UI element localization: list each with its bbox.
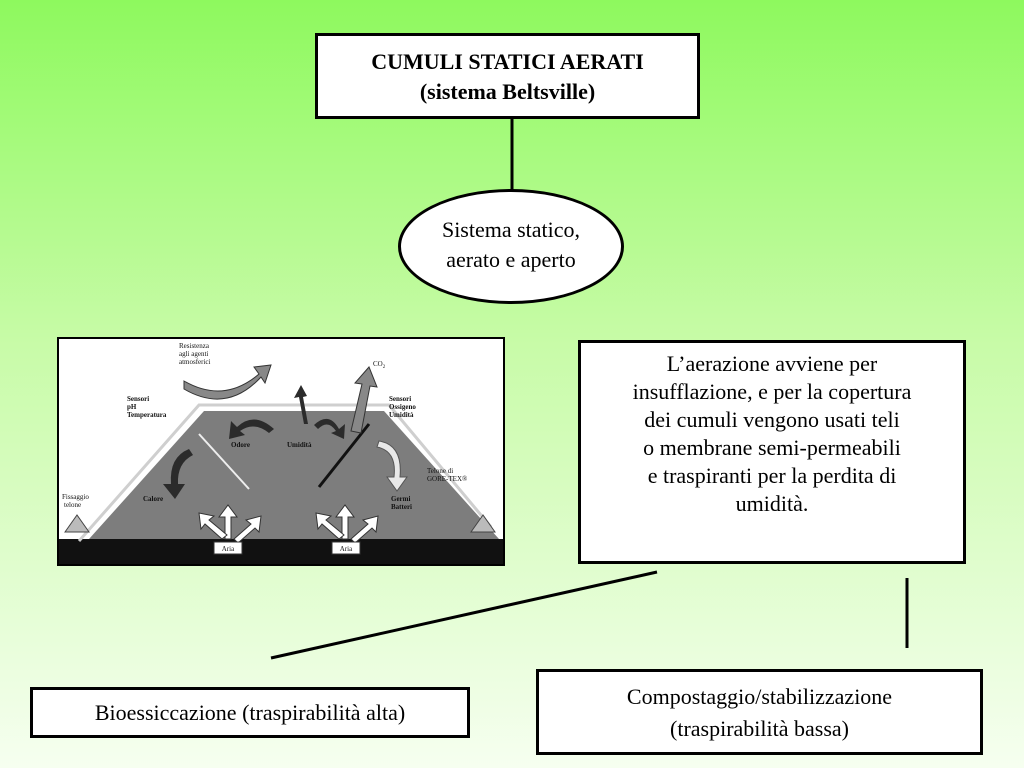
telone-label-2: GORE-TEX®	[427, 475, 468, 483]
compostaggio-line-2: (traspirabilità bassa)	[670, 716, 849, 741]
description-line-4: o membrane semi-permeabili	[643, 435, 901, 460]
title-line-1: CUMULI STATICI AERATI	[371, 49, 644, 74]
bioessiccazione-label: Bioessiccazione (traspirabilità alta)	[94, 700, 406, 725]
aria-label-left: Aria	[221, 545, 235, 553]
description-line-2: insufflazione, e per la copertura	[632, 379, 912, 404]
description-line-1: L’aerazione avviene per	[666, 351, 878, 376]
description-line-6: umidità.	[735, 491, 809, 516]
sensori-right-1: Sensori	[389, 395, 412, 403]
sensori-right-2: Ossigeno	[389, 403, 416, 411]
resistenza-line-2: agli agenti	[179, 350, 209, 358]
compostaggio-box	[536, 669, 983, 755]
germi-label-1: Germi	[391, 495, 411, 503]
oval-line-1: Sistema statico,	[441, 217, 581, 242]
resistenza-line-1: Resistenza	[179, 342, 209, 350]
ground	[59, 539, 503, 564]
fissaggio-label-2: telone	[64, 501, 82, 509]
telone-label-1: Telone di	[427, 467, 454, 475]
description-line-5: e traspiranti per la perdita di	[647, 463, 897, 488]
system-oval	[398, 189, 624, 304]
germi-label-2: Batteri	[391, 503, 412, 511]
odore-label: Odore	[231, 441, 250, 449]
calore-label: Calore	[143, 495, 164, 503]
atmosphere-arrow	[184, 365, 271, 399]
title-line-2: (sistema Beltsville)	[419, 79, 596, 104]
compost-pile-figure	[57, 337, 505, 566]
compostaggio-line-1: Compostaggio/stabilizzazione	[626, 684, 893, 709]
co2-label: $CO_2$	[373, 360, 386, 370]
sensori-left-2: pH	[127, 403, 137, 411]
pile-diagram	[59, 339, 503, 564]
sensori-right-3: Umidità	[389, 411, 414, 419]
resistenza-line-3: atmosferici	[179, 358, 211, 366]
fissaggio-label-1: Fissaggio	[62, 493, 89, 501]
description-box	[578, 340, 966, 564]
oval-line-2: aerato e aperto	[446, 247, 576, 272]
bioessiccazione-box	[30, 687, 470, 738]
umidita-label: Umidità	[287, 441, 312, 449]
sensori-left-3: Temperatura	[127, 411, 167, 419]
desc-to-bio-line	[271, 572, 657, 658]
sensori-left-1: Sensori	[127, 395, 150, 403]
title-box	[315, 33, 700, 119]
aria-label-right: Aria	[339, 545, 353, 553]
description-line-3: dei cumuli vengono usati teli	[644, 407, 900, 432]
left-anchor	[65, 515, 89, 532]
